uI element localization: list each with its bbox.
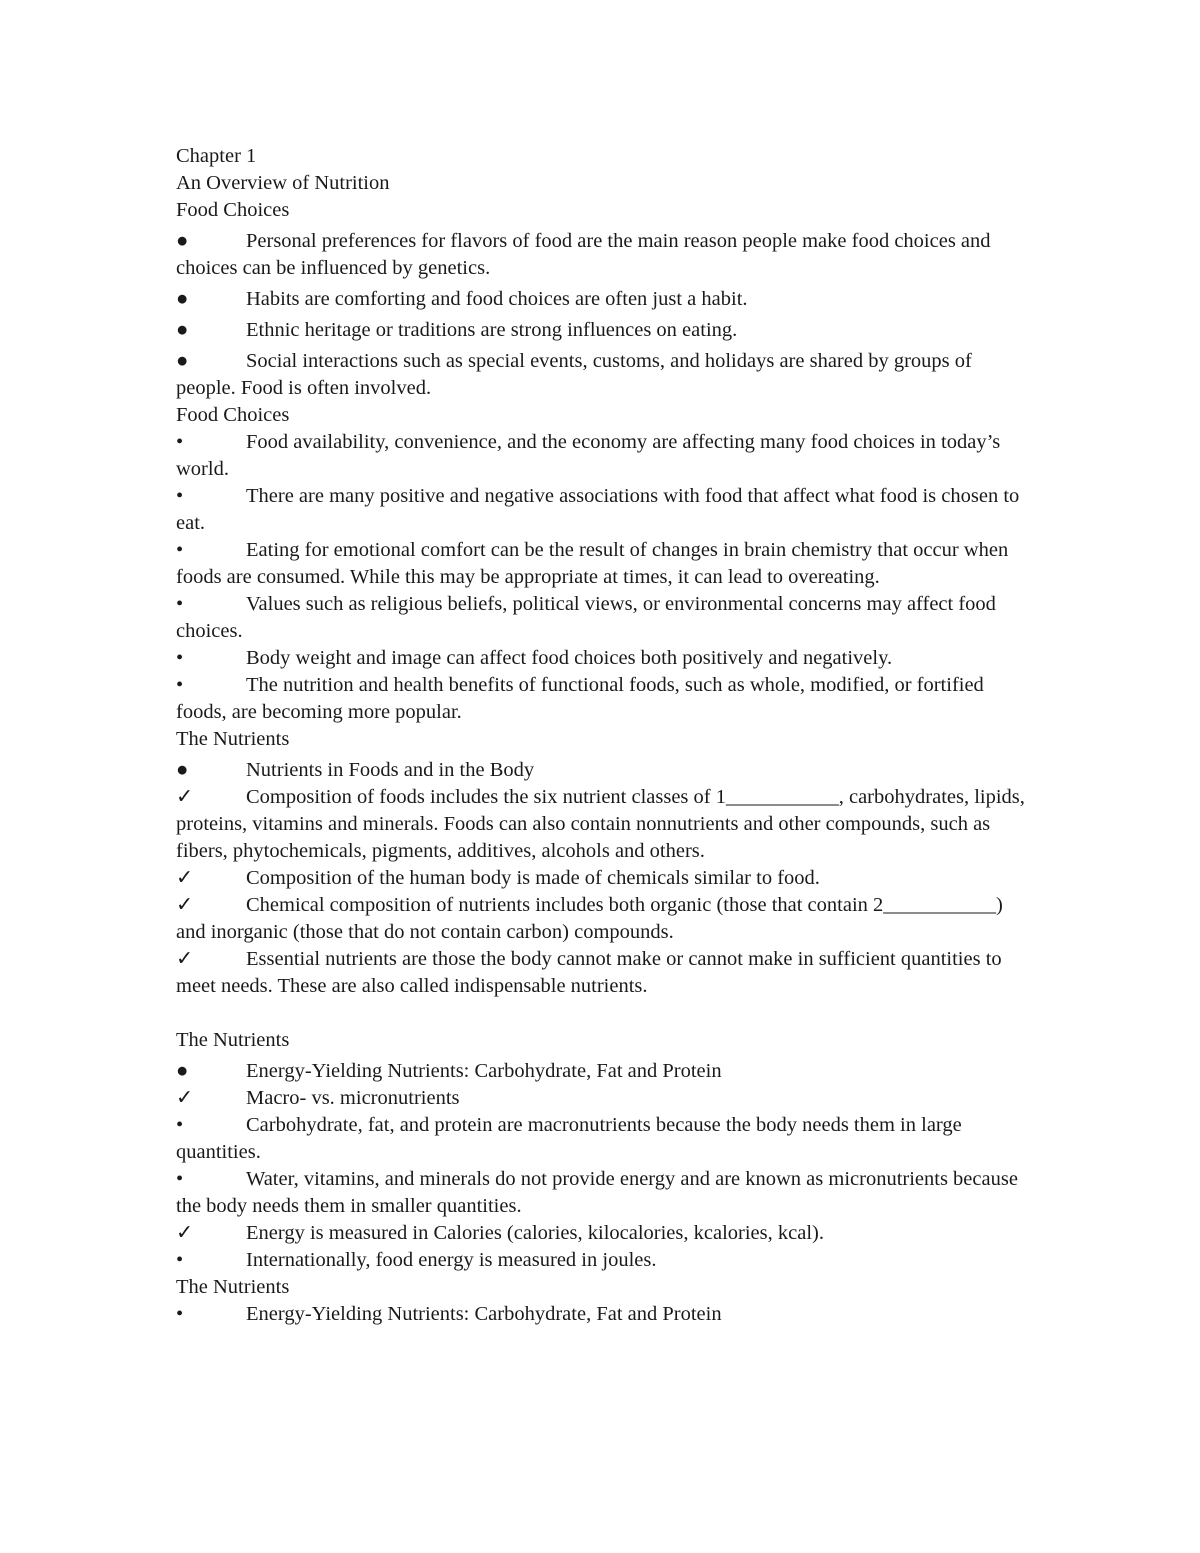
bullet-icon: • — [176, 647, 184, 669]
bullet-icon: • — [176, 1249, 184, 1271]
checkmark-icon: ✓ — [176, 867, 194, 889]
section-heading: Food Choices — [176, 404, 290, 426]
checkmark-icon: ✓ — [176, 786, 194, 808]
list-item — [176, 1085, 1036, 1112]
list-item-text: The nutrition and health benefits of functional foods, such as whole, modified, or fortified foods, are becoming more popular. — [176, 674, 984, 723]
list-item — [176, 591, 1036, 645]
list-item-text: Energy is measured in Calories (calories, kilocalories, kcalories, kcal). — [246, 1222, 824, 1244]
checkmark-icon: ✓ — [176, 948, 194, 970]
list-item — [176, 317, 1036, 344]
checkmark-icon: ✓ — [176, 1087, 194, 1109]
bullet-icon: • — [176, 431, 184, 453]
list-item-text: Energy-Yielding Nutrients: Carbohydrate, Fat and Protein — [246, 1060, 722, 1082]
list-item — [176, 892, 1036, 946]
bullet-icon: • — [176, 1114, 184, 1136]
list-item-text: Chemical composition of nutrients includes both organic (those that contain 2___________) and inorganic (those that do not contain carbon) compounds. — [176, 894, 1003, 943]
list-item — [176, 1112, 1036, 1166]
bullet-icon: ● — [176, 319, 189, 341]
list-item-text: Carbohydrate, fat, and protein are macronutrients because the body needs them in large quantities. — [176, 1114, 962, 1163]
bullet-icon: ● — [176, 288, 189, 310]
list-item — [176, 645, 1036, 672]
blank-line — [176, 1000, 1036, 1027]
list-item — [176, 784, 1036, 865]
checkmark-icon: ✓ — [176, 1222, 194, 1244]
bullet-icon: • — [176, 539, 184, 561]
list-item — [176, 348, 1036, 402]
section-heading: An Overview of Nutrition — [176, 172, 390, 194]
list-item-text: Nutrients in Foods and in the Body — [246, 759, 535, 781]
list-item — [176, 1058, 1036, 1085]
document-page — [176, 143, 1036, 1328]
list-item — [176, 228, 1036, 282]
section-heading: Food Choices — [176, 199, 290, 221]
bullet-icon: ● — [176, 230, 189, 252]
list-item-text: Composition of foods includes the six nutrient classes of 1___________, carbohydrates, lipids, proteins, vitamins and minerals. Foods can also contain nonnutrients and other compounds, such as fibers, phytochemicals, pigments, additives, alcohols and others. — [176, 786, 1025, 862]
list-item — [176, 286, 1036, 313]
bullet-icon: ● — [176, 759, 189, 781]
list-item-text: Essential nutrients are those the body cannot make or cannot make in sufficient quantities to meet needs. These are also called indispensable nutrients. — [176, 948, 1002, 997]
section-heading: The Nutrients — [176, 1029, 290, 1051]
list-item — [176, 1220, 1036, 1247]
bullet-icon: ● — [176, 350, 189, 372]
list-item-text: Eating for emotional comfort can be the result of changes in brain chemistry that occur when foods are consumed. While this may be appropriate at times, it can lead to overeating. — [176, 539, 1009, 588]
list-item-text: Social interactions such as special events, customs, and holidays are shared by groups of people. Food is often involved. — [176, 350, 972, 399]
list-item-text: Personal preferences for flavors of food are the main reason people make food choices and choices can be influenced by genetics. — [176, 230, 991, 279]
list-item-text: There are many positive and negative associations with food that affect what food is chosen to eat. — [176, 485, 1020, 534]
list-item-text: Food availability, convenience, and the economy are affecting many food choices in today’s world. — [176, 431, 1001, 480]
list-item-text: Water, vitamins, and minerals do not provide energy and are known as micronutrients because the body needs them in smaller quantities. — [176, 1168, 1018, 1217]
list-item — [176, 429, 1036, 483]
list-item — [176, 757, 1036, 784]
list-item-text: Ethnic heritage or traditions are strong influences on eating. — [246, 319, 738, 341]
list-item — [176, 946, 1036, 1000]
section-heading: The Nutrients — [176, 1276, 290, 1298]
list-item-text: Macro- vs. micronutrients — [246, 1087, 460, 1109]
bullet-icon: • — [176, 593, 184, 615]
section-heading: The Nutrients — [176, 728, 290, 750]
list-item — [176, 1247, 1036, 1274]
list-item-text: Composition of the human body is made of chemicals similar to food. — [246, 867, 820, 889]
bullet-icon: • — [176, 1303, 184, 1325]
list-item-text: Values such as religious beliefs, political views, or environmental concerns may affect food choices. — [176, 593, 996, 642]
list-item-text: Body weight and image can affect food choices both positively and negatively. — [246, 647, 893, 669]
checkmark-icon: ✓ — [176, 894, 194, 916]
list-item — [176, 1301, 1036, 1328]
list-item-text: Habits are comforting and food choices are often just a habit. — [246, 288, 748, 310]
bullet-icon: • — [176, 1168, 184, 1190]
section-heading: Chapter 1 — [176, 145, 257, 167]
list-item — [176, 483, 1036, 537]
list-item-text: Energy-Yielding Nutrients: Carbohydrate, Fat and Protein — [246, 1303, 722, 1325]
list-item — [176, 672, 1036, 726]
list-item — [176, 1166, 1036, 1220]
bullet-icon: • — [176, 674, 184, 696]
list-item-text: Internationally, food energy is measured in joules. — [246, 1249, 657, 1271]
bullet-icon: ● — [176, 1060, 189, 1082]
list-item — [176, 537, 1036, 591]
bullet-icon: • — [176, 485, 184, 507]
list-item — [176, 865, 1036, 892]
